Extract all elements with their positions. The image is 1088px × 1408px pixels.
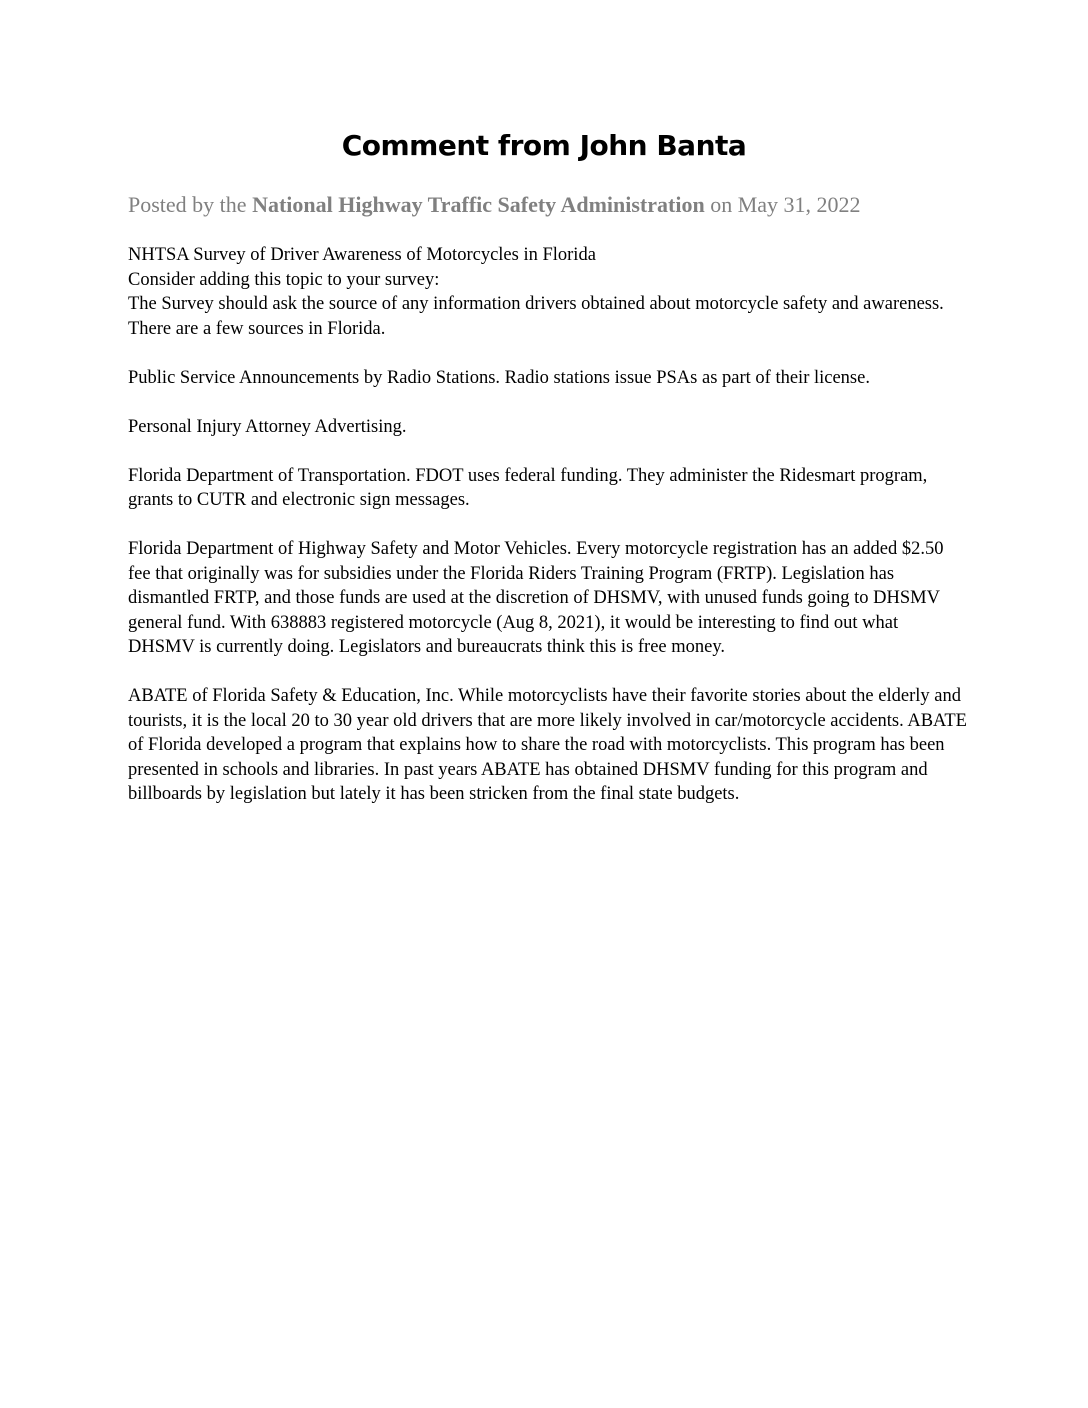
- body-paragraph: The Survey should ask the source of any information drivers obtained about motorcycle safety and awareness. There are a few sources in Florida.: [128, 294, 944, 339]
- body-paragraph: Personal Injury Attorney Advertising.: [128, 416, 407, 437]
- body-paragraph: ABATE of Florida Safety & Education, Inc. While motorcyclists have their favorite stories about the elderly and tourists, it is the local 20 to 30 year old drivers that are more likely involved in car/motorcycle accidents. ABATE of Florida developed a program that explains how to share the road with motorcyclists. This program has been presented in schools and libraries. In past years ABATE has obtained DHSMV funding for this program and billboards by legislation but lately it has been stricken from the final state budgets.: [128, 686, 967, 804]
- intro-line: NHTSA Survey of Driver Awareness of Motorcycles in Florida: [128, 245, 596, 265]
- comment-body: [128, 243, 968, 831]
- posted-prefix: Posted by the: [128, 192, 247, 217]
- intro-line: Consider adding this topic to your survey:: [128, 269, 440, 290]
- body-paragraph: Public Service Announcements by Radio Stations. Radio stations issue PSAs as part of their license.: [128, 367, 870, 388]
- posted-date: on May 31, 2022: [710, 192, 861, 217]
- posted-by-line: [128, 190, 968, 220]
- body-paragraph: Florida Department of Transportation. FDOT uses federal funding. They administer the Ridesmart program, grants to CUTR and electronic sign messages.: [128, 465, 928, 510]
- body-paragraph: Florida Department of Highway Safety and Motor Vehicles. Every motorcycle registration has an added $2.50 fee that originally was for subsidies under the Florida Riders Training Program (FRTP). Legislation has dismantled FRTP, and those funds are used at the discretion of DHSMV, with unused funds going to DHSMV general fund. With 638883 registered motorcycle (Aug 8, 2021), it would be interesting to find out what DHSMV is currently doing. Legislators and bureaucrats think this is free money.: [128, 539, 944, 657]
- posted-agency: National Highway Traffic Safety Administration: [252, 192, 705, 217]
- page-title: Comment from John Banta: [341, 129, 747, 162]
